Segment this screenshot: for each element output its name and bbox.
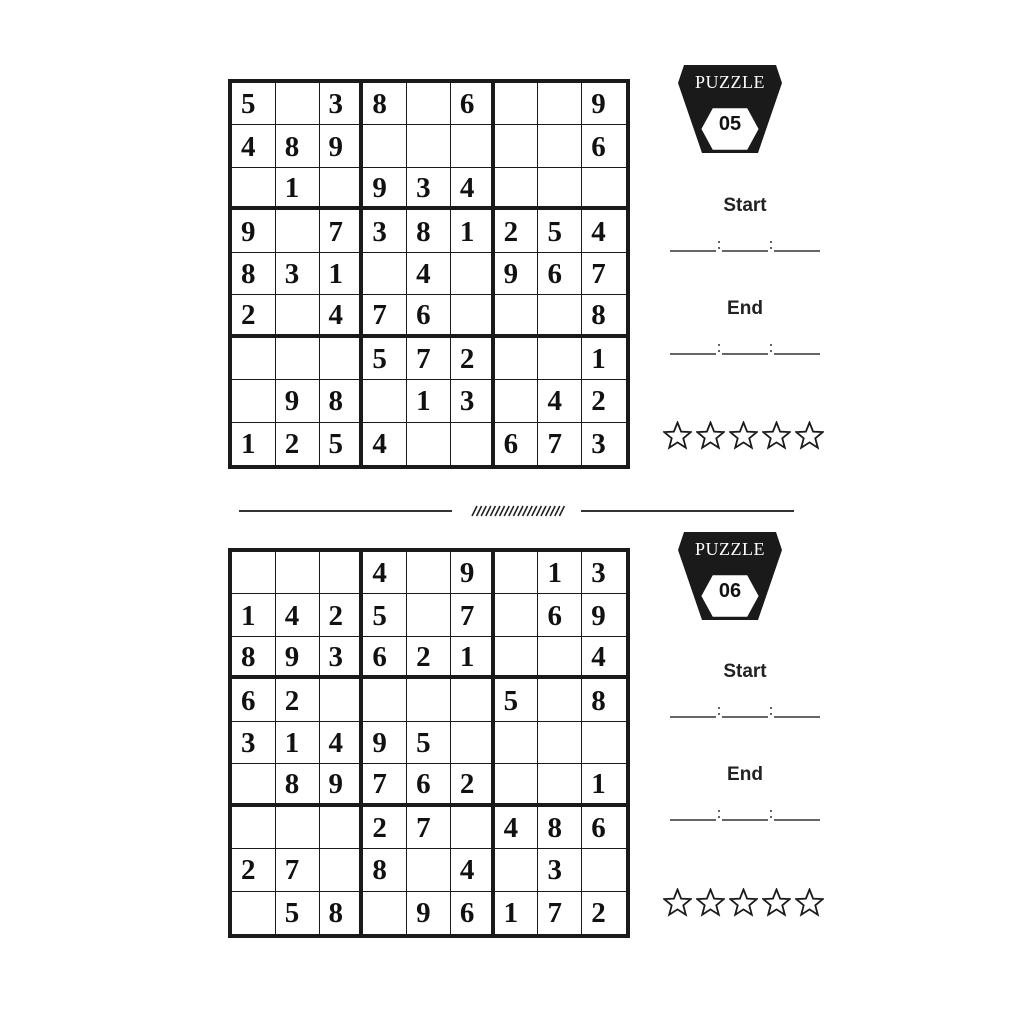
sudoku-cell-r8c5[interactable]: 1	[407, 380, 451, 422]
sudoku-cell-r3c8[interactable]	[538, 168, 582, 210]
sudoku-cell-r7c3[interactable]	[320, 807, 364, 849]
sudoku-cell-r4c3[interactable]	[320, 679, 364, 721]
sudoku-cell-r2c9[interactable]: 9	[582, 594, 626, 636]
sudoku-cell-r6c4[interactable]: 7	[363, 764, 407, 806]
sudoku-cell-r6c7[interactable]	[495, 295, 539, 337]
sudoku-cell-r6c9[interactable]: 1	[582, 764, 626, 806]
sudoku-cell-r3c6[interactable]: 1	[451, 637, 495, 679]
sudoku-cell-r1c3[interactable]: 3	[320, 83, 364, 125]
sudoku-cell-r2c6[interactable]: 7	[451, 594, 495, 636]
sudoku-cell-r9c4[interactable]: 4	[363, 423, 407, 465]
sudoku-cell-r7c1[interactable]	[232, 807, 276, 849]
sudoku-cell-r4c8[interactable]: 5	[538, 210, 582, 252]
star-outline-icon[interactable]	[729, 888, 758, 917]
puzzle-number: 06	[718, 580, 742, 602]
sudoku-cell-r3c6[interactable]: 4	[451, 168, 495, 210]
sudoku-cell-r7c6[interactable]	[451, 807, 495, 849]
sudoku-cell-r6c1[interactable]	[232, 764, 276, 806]
sudoku-cell-r5c2[interactable]: 1	[276, 722, 320, 764]
sudoku-cell-r4c2[interactable]	[276, 210, 320, 252]
sudoku-cell-r3c1[interactable]: 8	[232, 637, 276, 679]
sudoku-cell-r3c1[interactable]	[232, 168, 276, 210]
sudoku-cell-r9c6[interactable]: 6	[451, 892, 495, 934]
sudoku-cell-r7c7[interactable]: 4	[495, 807, 539, 849]
sudoku-cell-r3c5[interactable]: 2	[407, 637, 451, 679]
sudoku-cell-r6c5[interactable]: 6	[407, 764, 451, 806]
sudoku-cell-r9c1[interactable]: 1	[232, 423, 276, 465]
sudoku-cell-r1c8[interactable]	[538, 83, 582, 125]
sudoku-cell-r5c3[interactable]: 1	[320, 253, 364, 295]
sudoku-cell-r4c3[interactable]: 7	[320, 210, 364, 252]
sudoku-cell-r9c3[interactable]: 8	[320, 892, 364, 934]
sudoku-cell-r8c8[interactable]: 3	[538, 849, 582, 891]
sudoku-cell-r6c2[interactable]: 8	[276, 764, 320, 806]
sudoku-cell-r2c8[interactable]: 6	[538, 594, 582, 636]
sudoku-cell-r7c2[interactable]	[276, 338, 320, 380]
sudoku-cell-r4c2[interactable]: 2	[276, 679, 320, 721]
sudoku-cell-r7c4[interactable]: 5	[363, 338, 407, 380]
sudoku-cell-r8c9[interactable]: 2	[582, 380, 626, 422]
sudoku-cell-r8c8[interactable]: 4	[538, 380, 582, 422]
end-label: End	[727, 764, 763, 785]
sudoku-cell-r7c9[interactable]: 1	[582, 338, 626, 380]
sudoku-cell-r5c9[interactable]: 7	[582, 253, 626, 295]
sudoku-cell-r2c2[interactable]: 8	[276, 125, 320, 167]
sudoku-cell-r1c6[interactable]: 6	[451, 83, 495, 125]
sudoku-cell-r7c6[interactable]: 2	[451, 338, 495, 380]
sudoku-cell-r3c9[interactable]: 4	[582, 637, 626, 679]
sudoku-cell-r1c8[interactable]: 1	[538, 552, 582, 594]
sudoku-cell-r5c6[interactable]	[451, 253, 495, 295]
sudoku-cell-r1c4[interactable]: 8	[363, 83, 407, 125]
sudoku-cell-r8c2[interactable]: 9	[276, 380, 320, 422]
divider-line-left	[239, 510, 452, 512]
sudoku-cell-r4c5[interactable]	[407, 679, 451, 721]
sudoku-cell-r1c6[interactable]: 9	[451, 552, 495, 594]
sudoku-cell-r6c6[interactable]: 2	[451, 764, 495, 806]
sudoku-cell-r9c3[interactable]: 5	[320, 423, 364, 465]
sudoku-cell-r9c8[interactable]: 7	[538, 892, 582, 934]
sudoku-cell-r5c7[interactable]	[495, 722, 539, 764]
sudoku-cell-r2c3[interactable]: 2	[320, 594, 364, 636]
sudoku-cell-r5c1[interactable]: 8	[232, 253, 276, 295]
sudoku-cell-r5c3[interactable]: 4	[320, 722, 364, 764]
sudoku-cell-r2c7[interactable]	[495, 594, 539, 636]
sudoku-cell-r2c5[interactable]	[407, 125, 451, 167]
puzzle-badge-06	[676, 530, 784, 620]
sudoku-cell-r1c5[interactable]	[407, 83, 451, 125]
sudoku-cell-r9c4[interactable]	[363, 892, 407, 934]
sudoku-cell-r9c8[interactable]: 7	[538, 423, 582, 465]
sudoku-cell-r6c7[interactable]	[495, 764, 539, 806]
sudoku-cell-r2c3[interactable]: 9	[320, 125, 364, 167]
sudoku-cell-r5c8[interactable]: 6	[538, 253, 582, 295]
sudoku-cell-r3c8[interactable]	[538, 637, 582, 679]
sudoku-cell-r3c9[interactable]	[582, 168, 626, 210]
sudoku-cell-r6c8[interactable]	[538, 295, 582, 337]
sudoku-cell-r3c4[interactable]: 9	[363, 168, 407, 210]
sudoku-cell-r2c9[interactable]: 6	[582, 125, 626, 167]
sudoku-cell-r5c4[interactable]	[363, 253, 407, 295]
sudoku-cell-r2c2[interactable]: 4	[276, 594, 320, 636]
star-outline-icon[interactable]	[696, 888, 725, 917]
sudoku-cell-r1c1[interactable]: 5	[232, 83, 276, 125]
sudoku-cell-r1c1[interactable]	[232, 552, 276, 594]
sudoku-cell-r6c2[interactable]	[276, 295, 320, 337]
sudoku-cell-r2c7[interactable]	[495, 125, 539, 167]
sudoku-cell-r6c9[interactable]: 8	[582, 295, 626, 337]
star-outline-icon[interactable]	[795, 421, 824, 450]
sudoku-cell-r1c7[interactable]	[495, 83, 539, 125]
sudoku-cell-r2c8[interactable]	[538, 125, 582, 167]
sudoku-cell-r2c1[interactable]: 1	[232, 594, 276, 636]
sudoku-cell-r8c6[interactable]: 3	[451, 380, 495, 422]
puzzle-number: 05	[718, 113, 742, 135]
sudoku-cell-r4c7[interactable]: 5	[495, 679, 539, 721]
sudoku-cell-r1c7[interactable]	[495, 552, 539, 594]
sudoku-cell-r1c2[interactable]	[276, 552, 320, 594]
sudoku-cell-r5c8[interactable]	[538, 722, 582, 764]
sudoku-cell-r3c7[interactable]	[495, 637, 539, 679]
sudoku-grid-puzzle-05	[228, 79, 630, 469]
sudoku-cell-r8c3[interactable]: 8	[320, 380, 364, 422]
star-outline-icon[interactable]	[762, 421, 791, 450]
sudoku-cell-r5c9[interactable]	[582, 722, 626, 764]
sudoku-cell-r9c6[interactable]	[451, 423, 495, 465]
sudoku-cell-r4c8[interactable]	[538, 679, 582, 721]
sudoku-cell-r6c8[interactable]	[538, 764, 582, 806]
sudoku-cell-r9c1[interactable]	[232, 892, 276, 934]
sudoku-cell-r2c4[interactable]: 5	[363, 594, 407, 636]
sudoku-cell-r8c4[interactable]	[363, 380, 407, 422]
sudoku-cell-r8c6[interactable]: 4	[451, 849, 495, 891]
sudoku-cell-r3c2[interactable]: 1	[276, 168, 320, 210]
sudoku-cell-r7c1[interactable]	[232, 338, 276, 380]
sudoku-cell-r6c3[interactable]: 9	[320, 764, 364, 806]
star-outline-icon[interactable]	[795, 888, 824, 917]
sudoku-cell-r1c9[interactable]: 3	[582, 552, 626, 594]
sudoku-cell-r3c5[interactable]: 3	[407, 168, 451, 210]
sudoku-cell-r3c4[interactable]: 6	[363, 637, 407, 679]
sudoku-cell-r9c5[interactable]	[407, 423, 451, 465]
sudoku-cell-r4c6[interactable]: 1	[451, 210, 495, 252]
sudoku-cell-r7c3[interactable]	[320, 338, 364, 380]
start-time-field[interactable]	[670, 699, 820, 719]
sudoku-cell-r9c2[interactable]: 5	[276, 892, 320, 934]
sudoku-cell-r8c5[interactable]	[407, 849, 451, 891]
star-outline-icon[interactable]	[762, 888, 791, 917]
sudoku-cell-r7c8[interactable]	[538, 338, 582, 380]
sudoku-cell-r9c5[interactable]: 9	[407, 892, 451, 934]
sudoku-cell-r7c2[interactable]	[276, 807, 320, 849]
hatch-divider-icon	[468, 504, 566, 518]
sudoku-cell-r8c7[interactable]	[495, 849, 539, 891]
sudoku-cell-r4c6[interactable]	[451, 679, 495, 721]
star-outline-icon[interactable]	[696, 421, 725, 450]
sudoku-cell-r8c9[interactable]	[582, 849, 626, 891]
start-label: Start	[723, 661, 767, 682]
sudoku-cell-r4c1[interactable]: 9	[232, 210, 276, 252]
sudoku-cell-r7c5[interactable]: 7	[407, 338, 451, 380]
end-time-field[interactable]	[670, 802, 820, 822]
sudoku-cell-r2c4[interactable]	[363, 125, 407, 167]
sudoku-cell-r9c2[interactable]: 2	[276, 423, 320, 465]
puzzle-badge-05	[676, 63, 784, 153]
sudoku-grid-puzzle-06	[228, 548, 630, 938]
sudoku-cell-r2c1[interactable]: 4	[232, 125, 276, 167]
sudoku-cell-r8c3[interactable]	[320, 849, 364, 891]
sudoku-cell-r4c4[interactable]: 3	[363, 210, 407, 252]
sudoku-cell-r2c6[interactable]	[451, 125, 495, 167]
sudoku-cell-r4c1[interactable]: 6	[232, 679, 276, 721]
sudoku-cell-r4c9[interactable]: 8	[582, 679, 626, 721]
sudoku-cell-r6c1[interactable]: 2	[232, 295, 276, 337]
sudoku-cell-r9c7[interactable]: 1	[495, 892, 539, 934]
sudoku-cell-r8c2[interactable]: 7	[276, 849, 320, 891]
sudoku-cell-r5c1[interactable]: 3	[232, 722, 276, 764]
sudoku-cell-r8c1[interactable]: 2	[232, 849, 276, 891]
sudoku-cell-r7c9[interactable]: 6	[582, 807, 626, 849]
end-time-field[interactable]	[670, 336, 820, 356]
sudoku-cell-r9c7[interactable]: 6	[495, 423, 539, 465]
start-time-field[interactable]	[670, 233, 820, 253]
sudoku-cell-r3c3[interactable]	[320, 168, 364, 210]
sudoku-cell-r5c5[interactable]: 4	[407, 253, 451, 295]
end-label: End	[727, 298, 763, 319]
sudoku-cell-r8c7[interactable]	[495, 380, 539, 422]
sudoku-cell-r3c3[interactable]: 3	[320, 637, 364, 679]
sudoku-cell-r5c2[interactable]: 3	[276, 253, 320, 295]
sudoku-cell-r4c4[interactable]	[363, 679, 407, 721]
sudoku-cell-r8c1[interactable]	[232, 380, 276, 422]
sudoku-cell-r3c7[interactable]	[495, 168, 539, 210]
sudoku-cell-r5c6[interactable]	[451, 722, 495, 764]
sudoku-cell-r5c5[interactable]: 5	[407, 722, 451, 764]
sudoku-cell-r4c7[interactable]: 2	[495, 210, 539, 252]
sudoku-cell-r2c5[interactable]	[407, 594, 451, 636]
sudoku-cell-r7c8[interactable]: 8	[538, 807, 582, 849]
sudoku-cell-r1c9[interactable]: 9	[582, 83, 626, 125]
sudoku-cell-r1c3[interactable]	[320, 552, 364, 594]
sudoku-cell-r9c9[interactable]: 3	[591, 428, 606, 461]
difficulty-rating	[663, 888, 828, 918]
sudoku-cell-r7c7[interactable]	[495, 338, 539, 380]
star-outline-icon[interactable]	[729, 421, 758, 450]
star-outline-icon[interactable]	[663, 421, 692, 450]
sudoku-cell-r4c5[interactable]: 8	[407, 210, 451, 252]
sudoku-cell-r1c2[interactable]	[276, 83, 320, 125]
sudoku-cell-r5c7[interactable]: 9	[495, 253, 539, 295]
sudoku-cell-r4c9[interactable]: 4	[582, 210, 626, 252]
sudoku-cell-r7c5[interactable]: 7	[407, 807, 451, 849]
divider-line-right	[581, 510, 794, 512]
star-outline-icon[interactable]	[663, 888, 692, 917]
sudoku-cell-r8c4[interactable]: 8	[363, 849, 407, 891]
sudoku-cell-r1c5[interactable]	[407, 552, 451, 594]
start-label: Start	[723, 195, 767, 216]
sudoku-cell-r6c5[interactable]: 6	[407, 295, 451, 337]
badge-title: PUZZLE	[695, 539, 765, 559]
difficulty-rating	[663, 421, 828, 451]
badge-title: PUZZLE	[695, 72, 765, 92]
sudoku-cell-r1c4[interactable]: 4	[363, 552, 407, 594]
sudoku-cell-r6c3[interactable]: 4	[320, 295, 364, 337]
sudoku-cell-r5c4[interactable]: 9	[363, 722, 407, 764]
sudoku-cell-r6c4[interactable]: 7	[363, 295, 407, 337]
sudoku-cell-r7c4[interactable]: 2	[363, 807, 407, 849]
sudoku-cell-r3c2[interactable]: 9	[276, 637, 320, 679]
sudoku-cell-r9c9[interactable]: 2	[591, 897, 606, 930]
sudoku-cell-r6c6[interactable]	[451, 295, 495, 337]
